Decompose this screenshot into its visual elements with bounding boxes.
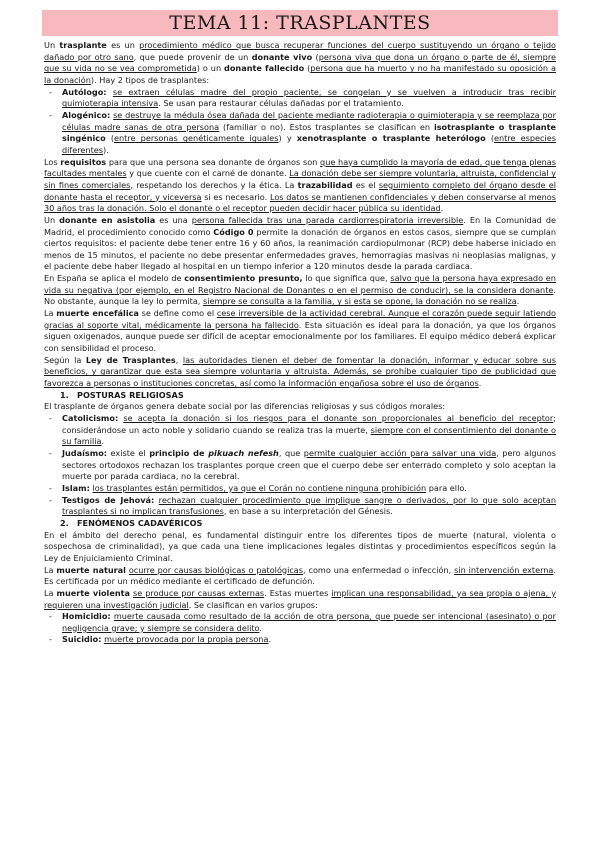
paragraph: Un trasplante es un procedimiento médico que busca recuperar funciones del cuerpo sustituyendo un órgano o tejido dañado por otro sano, que puede provenir de un donante vivo (persona viva que dona un órgano o parte de él, siempre que su vida no se vea comprometida) o un donante fallecido (persona que ha muerto y no ha manifestado su oposición a la donación). Hay 2 tipos de trasplantes: — [44, 40, 557, 85]
list-item: - Judaísmo: existe el principio de pikuach nefesh, que permite cualquier acción para salvar una vida, pero algunos sectores ortodoxos rechazan los trasplantes porque creen que el cuerpo debe ser enterrado completo y solo aceptan la muerte por parada cardiaca, no la cerebral. — [44, 448, 556, 483]
title-banner — [42, 10, 558, 36]
list-item: - Suicidio: muerte provocada por la propia persona. — [44, 634, 556, 646]
document-body — [44, 40, 556, 646]
paragraph: En España se aplica el modelo de consentimiento presunto, lo que significa que, salvo que la persona haya expresado en vida su negativa (por ejemplo, en el Registro Nacional de Donantes o en el permiso de conducir), se la considera donante. No obstante, aunque la ley lo permita, siempre se consulta a la familia, y si esta se opone, la donación no se realiza. — [44, 273, 556, 307]
list-item: - Homicidio: muerte causada como resultado de la acción de otra persona, que puede ser intencional (asesinato) o por negligencia grave; y siempre se considera delito. — [44, 611, 556, 634]
religions-list — [44, 413, 556, 518]
list-item: - Catolicismo: se acepta la donación si los riesgos para el donante son proporcionales al beneficio del receptor; considerándose un acto noble y solidario cuando se realiza tras la muerte, siempre con el consentimiento del donante o su familia. — [44, 413, 556, 448]
list-item: - Alogénico: se destruye la médula ósea dañada del paciente mediante radioterapia o quimioterapia y se reemplaza por células madre sanas de otra persona (familiar o no). Estos trasplantes se clasifican en isotrasplante o trasplante singénico (entre personas genéticamente iguales) y xenotrasplante o trasplante heterólogo (entre especies diferentes). — [44, 110, 556, 157]
section-heading: 2. FENÓMENOS CADAVÉRICOS — [60, 517, 203, 528]
paragraph: Los requisitos para que una persona sea donante de órganos son que haya cumplido la mayoría de edad, que tenga plenas facultades mentales y que cuente con el carné de donante. La donación debe ser siempre voluntaria, altruista, confidencial y sin fines comerciales, respetando los derechos y la ética. La trazabilidad es el seguimiento completo del órgano desde el donante hasta el receptor, y viceversa si es necesario. Los datos se mantienen confidenciales y deben conservarse al menos 30 años tras la donación. Solo el donante o el receptor pueden decidir hacer pública su identidad. — [44, 156, 557, 214]
list-item: - Testigos de Jehová: rechazan cualquier procedimiento que implique sangre o derivados, por lo que solo aceptan trasplantes si no implican transfusiones, en base a su interpretación del Génesis. — [44, 495, 556, 518]
paragraph: El trasplante de órganos genera debate social por las diferencias religiosas y sus códigos morales: — [44, 401, 446, 412]
paragraph: La muerte encefálica se define como el cese irreversible de la actividad cerebral. Aunque el corazón puede seguir latiendo gracias al soporte vital, médicamente la persona ha fallecido. Esta situación es ideal para la donación, ya que los órganos siguen oxigenados, aunque puede ser difícil de aceptar emocionalmente por los familiares. El equipo médico deberá explicar con sensibilidad el proceso. — [44, 308, 556, 354]
violent-death-list — [44, 611, 556, 646]
paragraph: La muerte violenta se produce por causas externas. Estas muertes implican una responsabilidad, ya sea propia o ajena, y requieren una investigación judicial. Se clasifican en varios grupos: — [44, 587, 556, 610]
paragraph: Un donante en asistolia es una persona fallecida tras una parada cardiorrespiratoria irreversible. En la Comunidad de Madrid, el procedimiento conocido como Código 0 permite la donación de órganos en estos casos, siempre que se cumplan ciertos requisitos: el paciente debe tener entre 16 y 60 años, la reanimación cardiopulmonar (RCP) debe haberse iniciado en menos de 15 minutos, el paciente no debe presentar enfermedades graves, hemorragias masivas ni neoplasias malignas, y el paciente debe haber llegado al hospital en un tiempo inferior a 120 minutos desde la parada cardiaca. — [44, 214, 556, 272]
list-item: - Islam: los trasplantes están permitidos, ya que el Corán no contiene ninguna prohibición para ello. — [44, 483, 556, 495]
paragraph: Según la Ley de Trasplantes, las autoridades tienen el deber de fomentar la donación, informar y educar sobre sus beneficios, y garantizar que esta sea siempre voluntaria y altruista. Además, se prohíbe cualquier tipo de publicidad que favorezca a personas o instituciones concretas, así como la información engañosa sobre el uso de órganos. — [44, 354, 557, 389]
transplant-types-list — [44, 87, 556, 157]
paragraph: En el ámbito del derecho penal, es fundamental distinguir entre los diferentes tipos de muerte (natural, violenta o sospechosa de criminalidad), ya que cada una tiene implicaciones legales distintas y procedimientos específicos según la Ley de Enjuiciamiento Criminal. — [44, 529, 556, 563]
section-heading: 1. POSTURAS RELIGIOSAS — [60, 389, 184, 400]
list-item: - Autólogo: se extraen células madre del propio paciente, se congelan y se vuelven a introducir tras recibir quimioterapia intensiva. Se usan para restaurar células dañadas por el tratamiento. — [44, 87, 556, 110]
page-title: TEMA 11: TRASPLANTES — [169, 12, 431, 34]
paragraph: La muerte natural ocurre por causas biológicas o patológicas, como una enfermedad o infección, sin intervención externa. Es certificada por un médico mediante el certificado de defunción. — [44, 564, 556, 587]
